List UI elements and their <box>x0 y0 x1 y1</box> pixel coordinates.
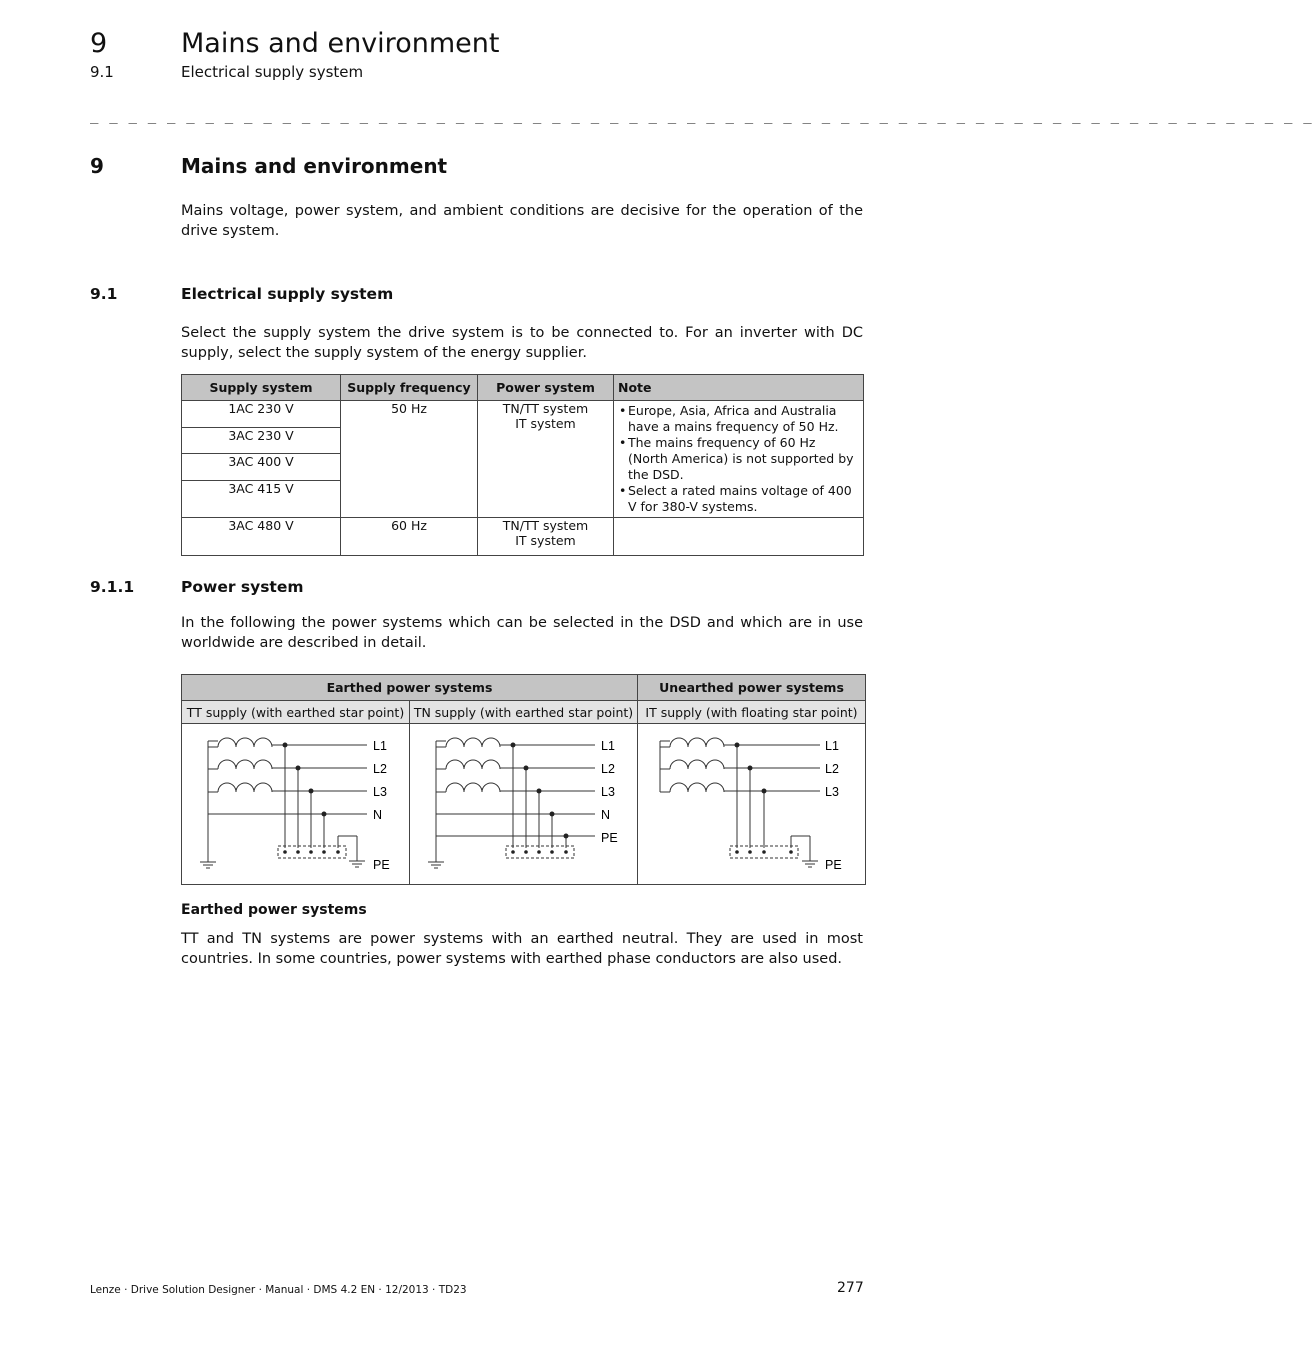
power-cell-60 <box>478 518 614 556</box>
label-n: N <box>373 808 383 822</box>
col-supply-frequency: Supply frequency <box>341 375 478 401</box>
group-earthed: Earthed power systems <box>182 675 638 701</box>
header-chapter-number: 9 <box>90 28 108 59</box>
tt-diagram <box>182 724 409 881</box>
label-pe: PE <box>373 858 390 872</box>
col-note: Note <box>614 375 864 401</box>
power-tn-tt: TN/TT system <box>502 518 589 533</box>
section-title: Electrical supply system <box>181 285 394 303</box>
label-l3: L3 <box>601 785 615 799</box>
supply-system-cell: 3AC 480 V <box>182 518 341 556</box>
chapter-intro: Mains voltage, power system, and ambient conditions are decisive for the operation of the drive system. <box>181 203 863 239</box>
subsection-text: In the following the power systems which can be selected in the DSD and which are in use worldwide are described in detail. <box>181 615 863 651</box>
power-tn-tt: TN/TT system <box>502 401 589 416</box>
col-tt-supply: TT supply (with earthed star point) <box>182 701 410 724</box>
tn-diagram-cell <box>410 724 638 885</box>
chapter-title: Mains and environment <box>181 154 448 178</box>
it-diagram <box>638 724 865 881</box>
power-it: IT system <box>515 416 576 431</box>
frequency-cell-50 <box>341 401 478 518</box>
tt-diagram-cell <box>182 724 410 885</box>
frequency-cell-60: 60 Hz <box>341 518 478 556</box>
supply-system-cell: 3AC 415 V <box>182 480 341 517</box>
section-number: 9.1 <box>90 285 118 303</box>
label-l3: L3 <box>825 785 839 799</box>
supply-system-cell: 1AC 230 V <box>182 401 341 428</box>
power-cell-50 <box>478 401 614 518</box>
note-item: • Select a rated mains voltage of 400 V for 380-V systems. <box>628 483 859 515</box>
label-l2: L2 <box>601 762 615 776</box>
note-cell-empty <box>614 518 864 556</box>
chapter-number: 9 <box>90 154 104 178</box>
col-power-system: Power system <box>478 375 614 401</box>
section-text: Select the supply system the drive system is to be connected to. For an inverter with DC supply, select the supply system of the energy supplier. <box>181 325 863 361</box>
col-it-supply: IT supply (with floating star point) <box>638 701 866 724</box>
label-n: N <box>601 808 611 822</box>
supply-system-cell: 3AC 400 V <box>182 454 341 481</box>
header-chapter-title: Mains and environment <box>181 28 500 59</box>
earthed-heading: Earthed power systems <box>181 902 367 918</box>
it-diagram-cell <box>638 724 866 885</box>
label-l2: L2 <box>373 762 387 776</box>
label-pe: PE <box>825 858 842 872</box>
footer-text: Lenze · Drive Solution Designer · Manual · DMS 4.2 EN · 12/2013 · TD23 <box>90 1284 467 1296</box>
subsection-number: 9.1.1 <box>90 578 135 596</box>
freq-50: 50 Hz <box>391 401 427 416</box>
group-unearthed: Unearthed power systems <box>638 675 866 701</box>
label-l2: L2 <box>825 762 839 776</box>
col-supply-system: Supply system <box>182 375 341 401</box>
page-number: 277 <box>837 1280 864 1296</box>
label-l1: L1 <box>373 739 387 753</box>
note-item: • The mains frequency of 60 Hz (North America) is not supported by the DSD. <box>628 435 859 483</box>
tn-diagram <box>410 724 637 881</box>
earthed-text: TT and TN systems are power systems with an earthed neutral. They are used in most countries. In some countries, power systems with earthed phase conductors are also used. <box>181 931 863 967</box>
label-l1: L1 <box>825 739 839 753</box>
note-item: • Europe, Asia, Africa and Australia have a mains frequency of 50 Hz. <box>628 403 859 435</box>
power-it: IT system <box>515 533 576 548</box>
header-section-number: 9.1 <box>90 63 114 81</box>
supply-system-table <box>181 374 864 556</box>
supply-system-cell: 3AC 230 V <box>182 427 341 454</box>
subsection-title: Power system <box>181 578 304 596</box>
col-tn-supply: TN supply (with earthed star point) <box>410 701 638 724</box>
label-pe: PE <box>601 831 618 845</box>
header-separator: _ _ _ _ _ _ _ _ _ _ _ _ _ _ _ _ _ _ _ _ _ _ _ _ _ _ _ _ _ _ _ _ _ _ _ _ _ _ _ _ _ _ _ _ _ _ _ _ _ _ _ _ _ _ _ _ _ _ _ _ _ _ _ _ <box>90 108 1313 124</box>
label-l3: L3 <box>373 785 387 799</box>
power-system-table <box>181 674 866 885</box>
header-section-title: Electrical supply system <box>181 63 364 81</box>
label-l1: L1 <box>601 739 615 753</box>
note-cell <box>614 401 864 518</box>
